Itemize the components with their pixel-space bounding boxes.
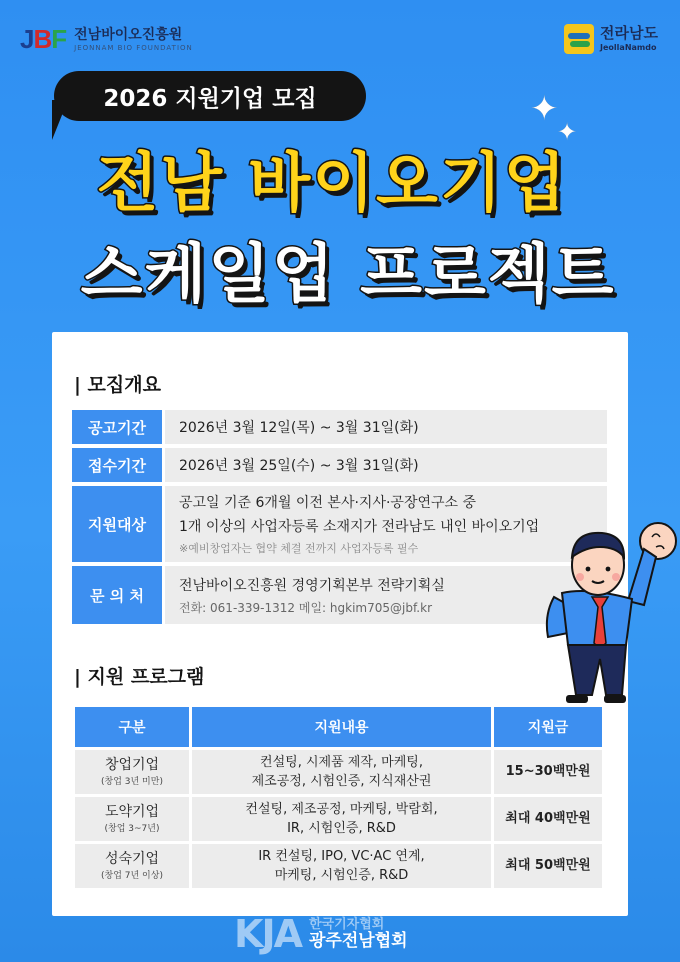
receipt-period-label: 접수기간 (72, 448, 162, 482)
target-line1: 공고일 기준 6개월 이전 본사·지사·공장연구소 중 (179, 495, 477, 511)
header-amount: 지원금 (494, 707, 602, 747)
jbf-logo-mark: JBF (20, 24, 67, 54)
jeollanamdo-logo[interactable] (564, 24, 658, 54)
watermark-line2: 광주전남협회 (309, 930, 408, 951)
kind-sub: (창업 3년 미만) (101, 776, 163, 787)
kind-name: 성숙기업 (104, 850, 160, 867)
table-row (75, 797, 602, 841)
content-line: 컨설팅, 제조공정, 마케팅, 박람회, (245, 801, 438, 817)
sparkle-small-icon: ✦ (557, 118, 578, 146)
announce-period-value: 2026년 3월 12일(목) ~ 3월 31일(화) (179, 420, 419, 436)
main-title-line1: 전남 바이오기업 (96, 147, 568, 221)
row-contact (72, 566, 607, 624)
content-line: 제조공정, 시험인증, 지식재산권 (251, 774, 432, 789)
contact-label: 문 의 처 (72, 566, 162, 624)
contact-line1: 전남바이오진흥원 경영기획본부 전략기획실 (179, 577, 445, 594)
watermark (234, 912, 408, 956)
content-line: 컨설팅, 시제품 제작, 마케팅, (260, 754, 423, 770)
watermark-logo: KJA (234, 912, 301, 956)
recruit-badge: 2026 지원기업 모집 (54, 71, 366, 121)
content-line: 마케팅, 시험인증, R&D (274, 868, 409, 883)
receipt-period-value: 2026년 3월 25일(수) ~ 3월 31일(화) (179, 458, 419, 474)
announce-period-label: 공고기간 (72, 410, 162, 444)
jbf-subtitle: JEONNAM BIO FOUNDATION (74, 43, 193, 52)
content-line: IR 컨설팅, IPO, VC·AC 연계, (258, 848, 425, 864)
target-line2: 1개 이상의 사업자등록 소재지가 전라남도 내인 바이오기업 (179, 519, 540, 535)
amount: 최대 50백만원 (494, 844, 602, 888)
content-line: IR, 시험인증, R&D (287, 821, 396, 836)
header-content: 지원내용 (192, 707, 491, 747)
overview-heading: | 모집개요 (74, 374, 161, 396)
kind-sub: (창업 3~7년) (104, 823, 160, 834)
jeollanamdo-subtitle: JeollaNamdo (600, 43, 657, 52)
jeollanamdo-name: 전라남도 (600, 24, 658, 42)
program-heading: | 지원 프로그램 (74, 666, 205, 688)
target-note: ※예비창업자는 협약 체결 전까지 사업자등록 필수 (179, 542, 419, 555)
row-target (72, 486, 607, 562)
amount: 15~30백만원 (494, 750, 602, 794)
thinking-man-illustration (540, 505, 680, 705)
amount: 최대 40백만원 (494, 797, 602, 841)
jbf-name: 전남바이오진흥원 (74, 26, 183, 43)
kind-name: 창업기업 (104, 756, 160, 773)
table-row (75, 750, 602, 794)
sparkle-icon: ✦ (530, 89, 559, 129)
table-row (75, 844, 602, 888)
watermark-line1: 한국기자협회 (309, 916, 385, 932)
main-title-line2: 스케일업 프로젝트 (80, 238, 616, 312)
jbf-logo[interactable] (20, 24, 193, 55)
kind-name: 도약기업 (104, 803, 160, 820)
row-receipt-period (72, 448, 607, 482)
header-kind: 구분 (75, 707, 189, 747)
contact-line2[interactable]: 전화: 061-339-1312 메일: hgkim705@jbf.kr (179, 600, 433, 615)
row-announce-period (72, 410, 607, 444)
kind-sub: (창업 7년 이상) (101, 870, 163, 881)
jeollanamdo-emblem-icon (564, 24, 594, 54)
target-label: 지원대상 (72, 486, 162, 562)
program-table (72, 704, 605, 891)
table-header-row (75, 707, 602, 747)
header-bar (0, 0, 680, 70)
